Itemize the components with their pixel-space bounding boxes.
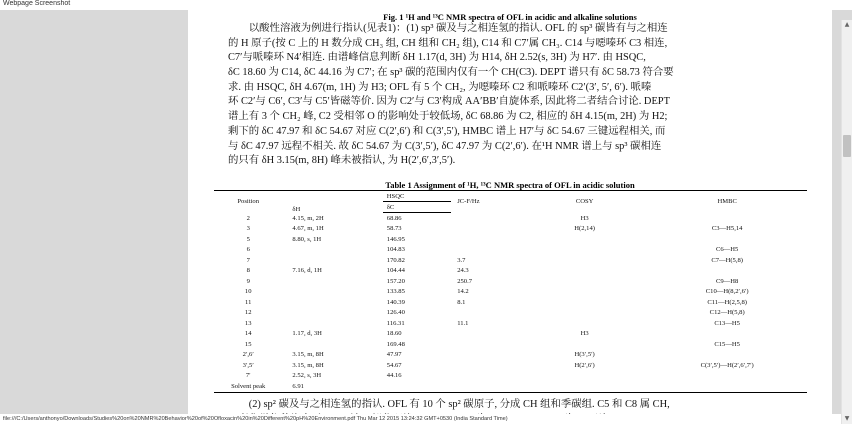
cell-delta-h: 3.15, m, 8H: [292, 361, 324, 369]
cell-cosy: H(2′,6′): [574, 361, 595, 369]
cell-delta-c: 58.73: [386, 225, 402, 233]
scroll-up-arrow-icon[interactable]: ▲: [844, 21, 850, 28]
body-paragraph: [228, 22, 748, 169]
cell-position: 7: [246, 256, 250, 264]
cell-position: 2: [246, 214, 250, 222]
table-row: [214, 255, 807, 266]
cell-j-cf: [451, 339, 522, 350]
cell-hmbc: [647, 371, 807, 382]
cell-j-cf: 8.1: [457, 298, 466, 306]
cell-hmbc: C7—H(5,8): [711, 256, 743, 264]
cell-position: 11: [245, 298, 252, 306]
cell-delta-h: 1.17, d, 3H: [292, 330, 322, 338]
cell-cosy: [522, 297, 647, 308]
cell-delta-h: [282, 276, 382, 287]
cell-cosy: H3: [580, 330, 589, 338]
cell-position: 5: [246, 235, 250, 243]
paragraph-line: δC 18.60 为 C14, δC 44.16 为 C7′; 在 sp³ 碳的范围内仅有一个 CH(C3). DEPT 谱只有 δC 58.73 符合要: [228, 67, 674, 79]
cell-delta-c: 140.39: [386, 298, 405, 306]
table-row: [214, 276, 807, 287]
cell-delta-c: 116.31: [386, 319, 405, 327]
cell-position: 8: [246, 267, 250, 275]
header-position: Position: [214, 191, 282, 213]
table-row: [214, 213, 807, 224]
cell-cosy: [522, 381, 647, 392]
cell-delta-c: 104.83: [386, 246, 405, 254]
cell-delta-c: 104.44: [386, 267, 405, 275]
table-row: [214, 371, 807, 382]
cell-delta-c: 54.67: [386, 361, 402, 369]
paragraph-line: 以酸性溶液为例进行指认(见表1)：(1) sp³ 碳及与之相连氢的指认. OFL 的 sp³ 碳皆有与之相连: [228, 23, 668, 34]
cell-j-cf: [451, 245, 522, 256]
table-row: [214, 360, 807, 371]
cell-delta-c: 68.86: [386, 214, 402, 222]
cell-hmbc: C15—H5: [714, 340, 740, 348]
table-row: [214, 266, 807, 277]
cell-delta-h: 8.80, s, 1H: [292, 235, 322, 243]
scroll-thumb[interactable]: [843, 135, 851, 157]
header-delta-c: δC: [383, 202, 451, 213]
cell-hmbc: [647, 381, 807, 392]
cell-delta-c: [383, 381, 451, 392]
cell-cosy: [522, 255, 647, 266]
paragraph-line: 的 H 原子(按 C 上的 H 数分成 CH₃ 组, CH 组和 CH₂ 组), C14 和 C7′属 CH₃. C14 与噁嗪环 C3 相连,: [228, 37, 668, 49]
cell-position: 2′,6′: [242, 351, 254, 359]
cell-position: 13: [244, 319, 252, 327]
table-row: [214, 234, 807, 245]
cell-j-cf: [451, 308, 522, 319]
cell-j-cf: [451, 360, 522, 371]
paragraph-line: 环 C2′与 C6′, C3′与 C5′皆磁等价. 因为 C2′与 C3′构成 AA′BB′自旋体系, 因此将二者结合讨论. DEPT: [228, 96, 670, 108]
cell-hmbc: [647, 350, 807, 361]
cell-hmbc: C(3′,5′)—H(2′,6′,7′): [700, 361, 754, 369]
cell-delta-c: 133.85: [386, 288, 405, 296]
cell-position: 9: [246, 277, 250, 285]
cell-hmbc: C11—H(2,5,8): [707, 298, 747, 306]
cell-j-cf: 24.3: [457, 267, 469, 275]
cell-position: 14: [244, 330, 252, 338]
cell-position: 7′: [245, 372, 251, 380]
cell-delta-c: 169.48: [386, 340, 405, 348]
cell-j-cf: [451, 224, 522, 235]
cell-cosy: [522, 234, 647, 245]
cell-position: 6: [246, 246, 250, 254]
cell-hmbc: [647, 266, 807, 277]
cell-delta-c: 44.16: [386, 372, 402, 380]
cell-hmbc: C6—H5: [715, 246, 739, 254]
cell-j-cf: [451, 350, 522, 361]
paragraph-line: 与 δC 47.97 远程不相关. 故 δC 54.67 为 C(3′,5′), δC 47.97 为 C(2′,6′). 在¹H NMR 谱上与 sp³ 碳相连: [228, 140, 662, 152]
cell-cosy: [522, 266, 647, 277]
table-row: [214, 308, 807, 319]
figure-caption: Fig. 1 ¹H and ¹³C NMR spectra of OFL in acidic and alkaline solutions: [383, 12, 637, 22]
table-row: [214, 297, 807, 308]
cell-cosy: [522, 371, 647, 382]
cell-cosy: [522, 318, 647, 329]
paragraph-line: 的只有 δH 3.15(m, 8H) 峰未被指认, 为 H(2′,6′,3′,5′).: [228, 155, 456, 167]
cell-j-cf: 11.1: [457, 319, 469, 327]
cell-j-cf: [451, 371, 522, 382]
table-row: [214, 287, 807, 298]
cell-delta-c: 170.82: [386, 256, 405, 264]
cell-delta-h: [282, 255, 382, 266]
header-j-cf: JC-F/Hz: [451, 191, 522, 213]
cell-delta-h: [282, 287, 382, 298]
cell-position: Solvent peak: [214, 381, 282, 392]
cell-hmbc: C13—H5: [714, 319, 740, 327]
header-cosy: COSY: [522, 191, 647, 213]
paragraph-line: [228, 413, 748, 414]
cell-j-cf: 14.2: [457, 288, 469, 296]
cell-j-cf: 250.7: [457, 277, 473, 285]
cell-cosy: H(2,14): [574, 225, 595, 233]
window-title: Webpage Screenshot: [3, 0, 71, 7]
cell-delta-h: 6.91: [282, 381, 382, 392]
table-row: [214, 350, 807, 361]
header-hsqc: HSQC: [383, 191, 451, 202]
cell-cosy: [522, 245, 647, 256]
pdf-page: [188, 10, 832, 414]
cell-position: 3′,5′: [242, 361, 254, 369]
table-row: [214, 318, 807, 329]
cell-cosy: [522, 276, 647, 287]
cell-delta-h: 4.67, m, 1H: [292, 225, 324, 233]
cell-j-cf: [451, 234, 522, 245]
cell-delta-c: 18.60: [386, 330, 402, 338]
header-hmbc: HMBC: [647, 191, 807, 213]
cell-delta-h: [282, 297, 382, 308]
cell-j-cf: [451, 213, 522, 224]
cell-hmbc: [647, 234, 807, 245]
nmr-assignment-table: [214, 190, 807, 393]
cell-hmbc: C3—H5,14: [711, 225, 743, 233]
paragraph-line: (2) sp² 碳及与之相连氢的指认. OFL 有 10 个 sp² 碳原子, 分成 CH 组和季碳组. C5 和 C8 属 CH,: [228, 399, 670, 410]
cell-delta-h: 4.15, m, 2H: [292, 214, 324, 222]
cell-position: 10: [244, 288, 252, 296]
cell-delta-h: 3.15, m, 8H: [292, 351, 324, 359]
cell-hmbc: C12—H(5,8): [709, 309, 745, 317]
cell-delta-h: 7.16, d, 1H: [292, 267, 322, 275]
cell-delta-c: 126.40: [386, 309, 405, 317]
paragraph-line: C7′与哌嗪环 N4′相连. 由谱峰信息判断 δH 1.17(d, 3H) 为 H14, δH 2.52(s, 3H) 为 H7′. 由 HSQC,: [228, 52, 646, 64]
cell-delta-h: [282, 245, 382, 256]
cell-j-cf: [451, 381, 522, 392]
cell-hmbc: C10—H(8,2′,6′): [705, 288, 749, 296]
table-row: [214, 245, 807, 256]
table-row: [214, 224, 807, 235]
cell-delta-c: 157.20: [386, 277, 405, 285]
cell-cosy: H(3′,5′): [574, 351, 595, 359]
table-title: Table 1 Assignment of ¹H, ¹³C NMR spectra of OFL in acidic solution: [385, 180, 635, 190]
file-path-footer: file:///C:/Users/anthonyo/Downloads/Studies%20on%20NMR%20Behavior%20of%20Ofloxacin%20in%20Different%20pH%20Environment.pdf Thu Mar 12 2015 13:24:32 GMT+0530 (India Standard Time): [3, 416, 508, 422]
cell-delta-c: 146.95: [386, 235, 405, 243]
scroll-down-arrow-icon[interactable]: ▼: [844, 415, 850, 422]
table-row: [214, 381, 807, 392]
cell-delta-h: [282, 318, 382, 329]
paragraph-line: 剩下的 δC 47.97 和 δC 54.67 对应 C(2′,6′) 和 C(3′,5′), HMBC 谱上 H7′与 δC 54.67 三键远程相关, 而: [228, 125, 666, 137]
cell-delta-h: [282, 339, 382, 350]
paragraph-line: 求. 由 HSQC, δH 4.67(m, 1H) 为 H3; OFL 有 5 个 CH₂, 为噁嗪环 C2 和哌嗪环 C2′(3′, 5′, 6′). 哌嗪: [228, 81, 652, 93]
cell-position: 12: [244, 309, 252, 317]
cell-cosy: [522, 287, 647, 298]
cell-cosy: H3: [580, 214, 589, 222]
cell-j-cf: 3.7: [457, 256, 466, 264]
cell-delta-c: 47.97: [386, 351, 402, 359]
table-row: [214, 339, 807, 350]
cell-delta-h: 2.52, s, 3H: [292, 372, 322, 380]
cell-j-cf: [451, 329, 522, 340]
table-row: [214, 329, 807, 340]
cell-position: 3: [246, 225, 250, 233]
table-body: [214, 213, 807, 393]
paragraph-line: 谱上有 3 个 CH₂ 峰, C2 受相邻 O 的影响处于较低场, δC 68.86 为 C2, 相应的 δH 4.15(m, 2H) 为 H2;: [228, 111, 668, 123]
cell-cosy: [522, 339, 647, 350]
cell-position: 15: [244, 340, 252, 348]
cell-hmbc: [647, 213, 807, 224]
cell-delta-h: [282, 308, 382, 319]
body-paragraph-continued: [228, 398, 748, 414]
header-delta-h: δH: [282, 191, 382, 213]
cell-hmbc: C9—H8: [715, 277, 739, 285]
cell-cosy: [522, 308, 647, 319]
vertical-scrollbar[interactable]: [841, 20, 852, 424]
cell-hmbc: [647, 329, 807, 340]
